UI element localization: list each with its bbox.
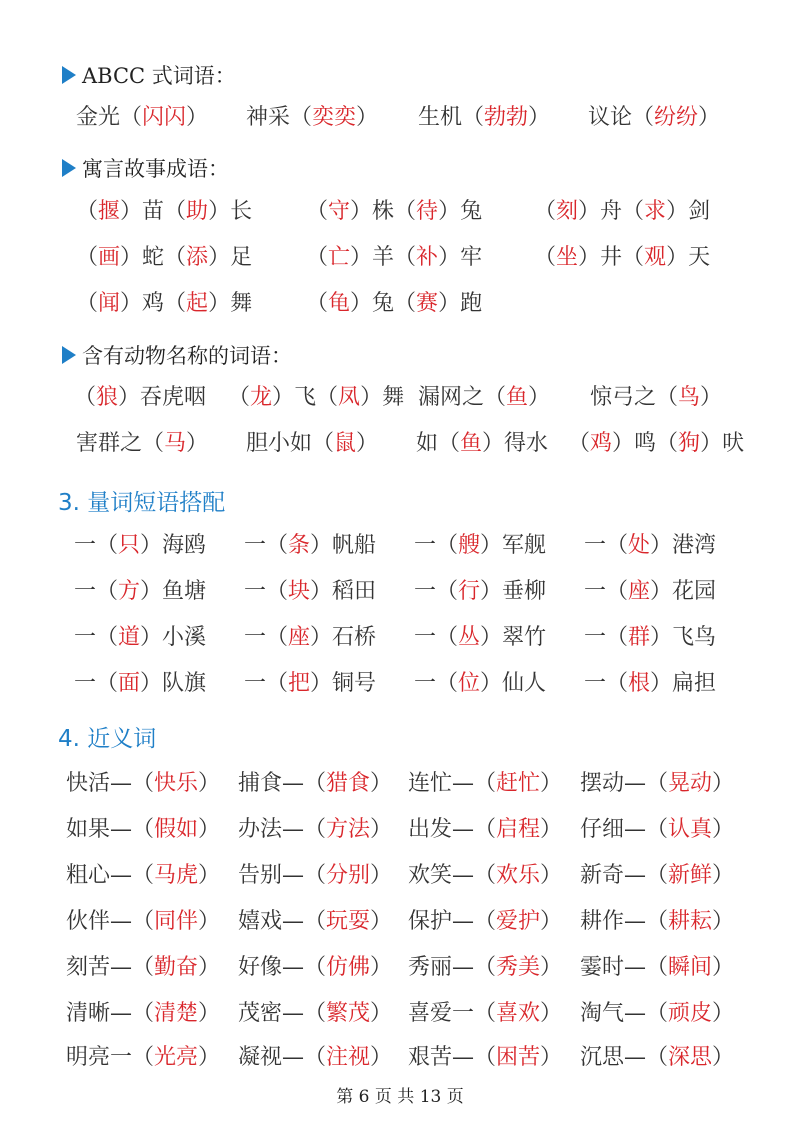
synonym-row: [0, 810, 800, 850]
animal-item: 胆小如（鼠）: [246, 431, 379, 456]
measure-item: 一（方）鱼塘: [74, 579, 207, 604]
measure-item: 一（行）垂柳: [414, 579, 547, 604]
animal-item: 漏网之（鱼）: [418, 385, 551, 410]
measure-item: 一（座）石桥: [244, 625, 377, 650]
synonym-item: 秀丽—（秀美）: [408, 955, 563, 980]
measure-row: [0, 664, 800, 704]
measure-item: 一（条）帆船: [244, 533, 377, 558]
animal-item: 害群之（马）: [76, 431, 209, 456]
synonym-item: 粗心—（马虎）: [66, 863, 221, 888]
synonym-row: [0, 764, 800, 804]
measure-item: 一（把）铜号: [244, 671, 377, 696]
synonym-row: [0, 994, 800, 1034]
synonym-item: 刻苦—（勤奋）: [66, 955, 221, 980]
heading-fable-text: 寓言故事成语：: [82, 157, 229, 181]
synonym-item: 茂密—（繁茂）: [238, 1001, 393, 1026]
measure-row: [0, 618, 800, 658]
animal-item: （狼）吞虎咽: [74, 385, 207, 410]
idiom-item: （闻）鸡（起）舞: [76, 291, 253, 316]
abcc-item: 议论（纷纷）: [588, 105, 721, 130]
animal-item: 如（鱼）得水: [416, 431, 549, 456]
fable-row: [0, 192, 800, 232]
animal-row: [0, 424, 800, 464]
synonym-item: 霎时—（瞬间）: [580, 955, 735, 980]
heading-animal-text: 含有动物名称的词语：: [82, 344, 292, 368]
animal-item: （龙）飞（凤）舞: [228, 385, 405, 410]
animal-item: （鸡）鸣（狗）吠: [568, 431, 745, 456]
page-footer: 第 6 页 共 13 页: [336, 1087, 464, 1107]
synonym-item: 仔细—（认真）: [580, 817, 735, 842]
measure-item: 一（根）扁担: [584, 671, 717, 696]
synonym-item: 艰苦—（困苦）: [408, 1045, 563, 1070]
synonym-item: 欢笑—（欢乐）: [408, 863, 563, 888]
measure-item: 一（艘）军舰: [414, 533, 547, 558]
measure-row: [0, 572, 800, 612]
synonym-row: [0, 1038, 800, 1078]
idiom-item: （刻）舟（求）剑: [534, 199, 711, 224]
synonym-item: 好像—（仿佛）: [238, 955, 393, 980]
measure-item: 一（丛）翠竹: [414, 625, 547, 650]
triangle-bullet-icon: [62, 66, 76, 84]
section-title-synonyms: 4. 近义词: [58, 726, 157, 752]
synonym-item: 如果—（假如）: [66, 817, 221, 842]
abcc-item: 生机（勃勃）: [418, 105, 551, 130]
synonym-item: 清晰—（清楚）: [66, 1001, 221, 1026]
synonym-row: [0, 948, 800, 988]
measure-item: 一（座）花园: [584, 579, 717, 604]
heading-animal: [62, 340, 292, 370]
measure-item: 一（位）仙人: [414, 671, 547, 696]
measure-item: 一（群）飞鸟: [584, 625, 717, 650]
idiom-item: （亡）羊（补）牢: [306, 245, 483, 270]
measure-item: 一（处）港湾: [584, 533, 717, 558]
idiom-item: （龟）兔（赛）跑: [306, 291, 483, 316]
measure-item: 一（只）海鸥: [74, 533, 207, 558]
heading-abcc-text: ABCC 式词语：: [82, 64, 236, 88]
synonym-item: 凝视—（注视）: [238, 1045, 393, 1070]
synonym-item: 摆动—（晃动）: [580, 771, 735, 796]
synonym-item: 沉思—（深思）: [580, 1045, 735, 1070]
idiom-item: （揠）苗（助）长: [76, 199, 253, 224]
synonym-item: 连忙—（赶忙）: [408, 771, 563, 796]
synonym-item: 捕食—（猎食）: [238, 771, 393, 796]
animal-row: [0, 378, 800, 418]
abcc-item: 神采（奕奕）: [246, 105, 379, 130]
triangle-bullet-icon: [62, 159, 76, 177]
synonym-row: [0, 902, 800, 942]
synonym-item: 告别—（分别）: [238, 863, 393, 888]
triangle-bullet-icon: [62, 346, 76, 364]
heading-abcc: [62, 60, 236, 90]
synonym-item: 耕作—（耕耘）: [580, 909, 735, 934]
synonym-item: 快活—（快乐）: [66, 771, 221, 796]
measure-item: 一（道）小溪: [74, 625, 207, 650]
synonym-item: 出发—（启程）: [408, 817, 563, 842]
synonym-item: 新奇—（新鲜）: [580, 863, 735, 888]
heading-fable: [62, 153, 229, 183]
idiom-item: （坐）井（观）天: [534, 245, 711, 270]
fable-row: [0, 238, 800, 278]
fable-row: [0, 284, 800, 324]
section-title-measure: 3. 量词短语搭配: [58, 490, 226, 516]
synonym-item: 喜爱一（喜欢）: [408, 1001, 563, 1026]
synonym-item: 保护—（爱护）: [408, 909, 563, 934]
synonym-item: 伙伴—（同伴）: [66, 909, 221, 934]
synonym-item: 明亮一（光亮）: [66, 1045, 221, 1070]
idiom-item: （画）蛇（添）足: [76, 245, 253, 270]
idiom-item: （守）株（待）兔: [306, 199, 483, 224]
measure-item: 一（块）稻田: [244, 579, 377, 604]
synonym-row: [0, 856, 800, 896]
synonym-item: 办法—（方法）: [238, 817, 393, 842]
measure-row: [0, 526, 800, 566]
synonym-item: 淘气—（顽皮）: [580, 1001, 735, 1026]
measure-item: 一（面）队旗: [74, 671, 207, 696]
abcc-row: [0, 98, 800, 138]
animal-item: 惊弓之（鸟）: [590, 385, 723, 410]
synonym-item: 嬉戏—（玩耍）: [238, 909, 393, 934]
abcc-item: 金光（闪闪）: [76, 105, 209, 130]
